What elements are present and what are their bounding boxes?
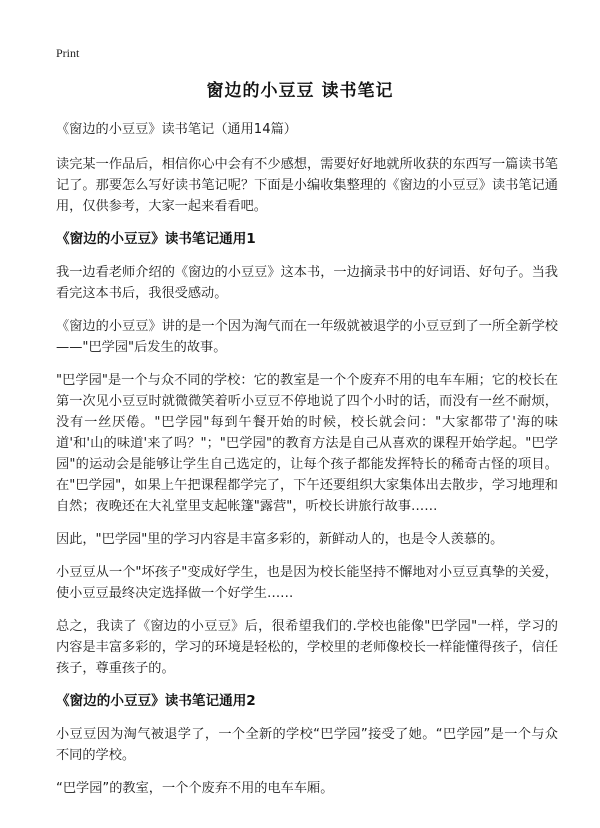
paragraph: "巴学园"是一个与众不同的学校：它的教室是一个个废弃不用的电车车厢；它的校长在第一次见小豆豆时就微微笑着听小豆豆不停地说了四个小时的话，而没有一丝不耐烦，没有一丝厌倦。"巴学园"每到午餐开始的时候，校长就会问："大家都带了'海的味道'和'山的味道'来了吗？"；"巴学园"的教育方法是自己从喜欢的课程开始学起。"巴学园"的运动会是能够让学生自己选定的，让每个孩子都能发挥特长的稀奇古怪的项目。在"巴学园"，如果上午把课程都学完了，下午还要组织大家集体出去散步，学习地理和自然；夜晚还在大礼堂里支起帐篷"露营"，听校长讲旅行故事……: [56, 373, 558, 514]
paragraph: 《窗边的小豆豆》讲的是一个因为淘气而在一年级就被退学的小豆豆到了一所全新学校——"巴学园"后发生的故事。: [56, 319, 558, 355]
section-heading-2: 《窗边的小豆豆》读书笔记通用2: [56, 693, 256, 709]
article-body: [56, 119, 558, 811]
paragraph: 小豆豆因为淘气被退学了，一个全新的学校“巴学园”接受了她。“巴学园”是一个与众不同的学校。: [56, 727, 558, 763]
page-title: 窗边的小豆豆 读书笔记: [206, 81, 394, 101]
paragraph: 我一边看老师介绍的《窗边的小豆豆》这本书，一边摘录书中的好词语、好句子。当我看完这本书后，我很受感动。: [56, 265, 558, 301]
paragraph: 总之，我读了《窗边的小豆豆》后，很希望我们的.学校也能像"巴学园"一样，学习的内容是丰富多彩的，学习的环境是轻松的，学校里的老师像校长一样能懂得孩子，信任孩子，尊重孩子的。: [56, 619, 558, 676]
paragraph: 小豆豆从一个"坏孩子"变成好学生，也是因为校长能坚持不懈地对小豆豆真挚的关爱，使小豆豆最终决定选择做一个好学生……: [56, 565, 558, 601]
intro-paragraph: 读完某一作品后，相信你心中会有不少感想，需要好好地就所收获的东西写一篇读书笔记了。那要怎么写好读书笔记呢？下面是小编收集整理的《窗边的小豆豆》读书笔记通用，仅供参考，大家一起来看看吧。: [56, 157, 558, 214]
paragraph: 因此，"巴学园"里的学习内容是丰富多彩的，新鲜动人的，也是令人羡慕的。: [56, 532, 504, 547]
section-heading-1: 《窗边的小豆豆》读书笔记通用1: [56, 231, 256, 247]
print-link[interactable]: Print: [56, 46, 80, 60]
paragraph: “巴学园”的教室，一个个废弃不用的电车车厢。: [56, 781, 334, 796]
article-subtitle: 《窗边的小豆豆》读书笔记（通用14篇）: [56, 122, 297, 137]
